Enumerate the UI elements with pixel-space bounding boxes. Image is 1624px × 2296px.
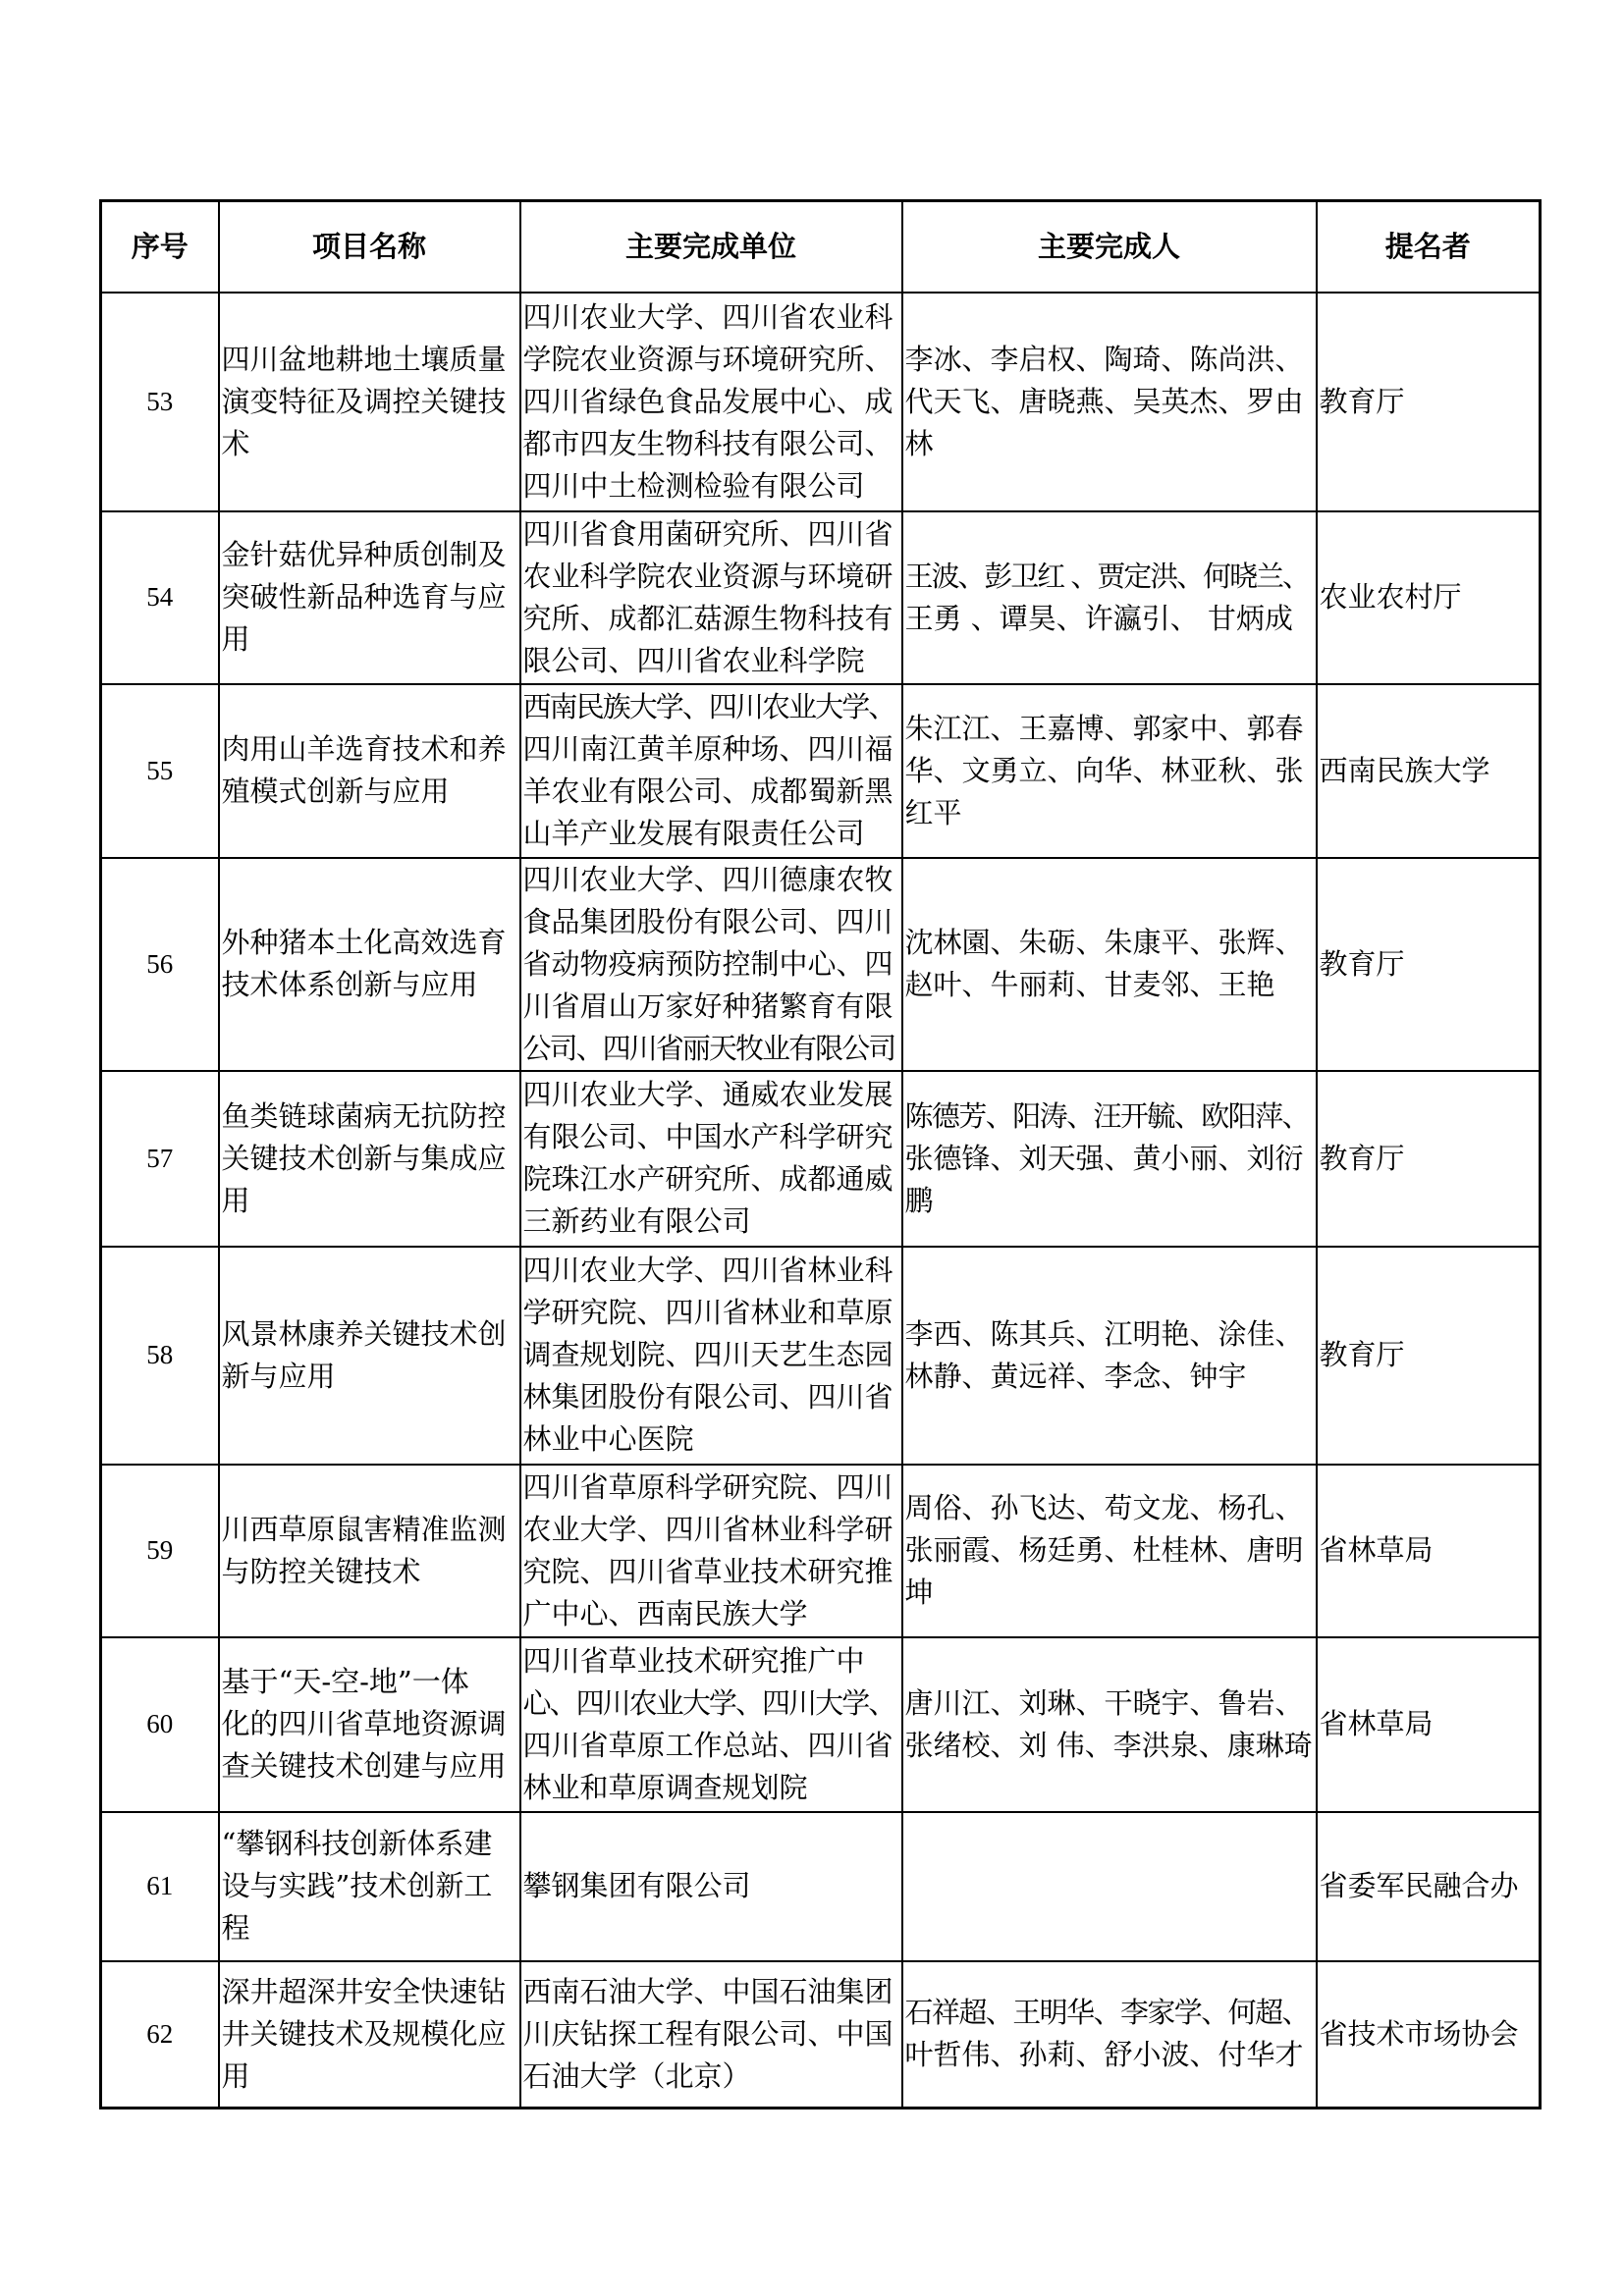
main-units-line: 三新药业有限公司	[522, 1204, 751, 1238]
main-units-line: 学研究院、四川省林业和草原	[522, 1296, 893, 1329]
main-units-line: 四川南江黄羊原种场、四川福	[522, 732, 893, 766]
main-units-cell	[520, 1637, 902, 1812]
project-name-line: 基于“天-空-地”一体	[221, 1665, 469, 1698]
main-units-line: 调查规划院、四川天艺生态园	[522, 1338, 893, 1371]
main-units-line: 四川省食用菌研究所、四川省	[522, 516, 893, 551]
nominator-cell	[1317, 1961, 1541, 2109]
main-people-line: 林静、黄远祥、李念、钟宇	[904, 1359, 1247, 1393]
nominator-line: 省林草局	[1319, 1533, 1434, 1567]
main-units-cell	[520, 684, 902, 858]
main-people-line: 张绪校、刘 伟、李洪泉、康琳琦	[904, 1728, 1313, 1762]
main-people-line: 赵叶、牛丽莉、甘麦邻、王艳	[904, 968, 1275, 1001]
main-people-line: 鹏	[904, 1183, 934, 1217]
nominator-line: 教育厅	[1319, 1141, 1405, 1175]
project-name-cell	[219, 1465, 520, 1637]
main-units-line: 食品集团股份有限公司、四川	[522, 904, 893, 938]
main-people-line: 周俗、孙飞达、苟文龙、杨孔、	[904, 1491, 1304, 1524]
main-people-cell	[902, 1812, 1317, 1961]
main-units-line: 川庆钻探工程有限公司、中国	[522, 2016, 893, 2051]
table-header	[101, 201, 1541, 293]
table-row	[101, 293, 1541, 511]
row-number: 57	[101, 1071, 219, 1247]
row-number: 58	[101, 1247, 219, 1465]
project-name-cell	[219, 1637, 520, 1812]
main-units-line: 心、四川农业大学、四川大学、	[522, 1685, 895, 1720]
row-number: 61	[101, 1812, 219, 1961]
nominator-cell	[1317, 511, 1541, 684]
main-units-line: 公司、四川省丽天牧业有限公司	[522, 1031, 895, 1065]
main-people-cell	[902, 1247, 1317, 1465]
main-units-cell	[520, 1961, 902, 2109]
row-number: 55	[101, 684, 219, 858]
main-units-line: 广中心、西南民族大学	[522, 1596, 808, 1630]
nominator-line: 教育厅	[1319, 1338, 1405, 1371]
table-row	[101, 511, 1541, 684]
main-people-line: 王波、彭卫红 、贾定洪、何晓兰、	[904, 559, 1309, 593]
project-name-line: 术	[221, 426, 250, 460]
main-units-line: 四川省绿色食品发展中心、成	[522, 384, 893, 418]
main-units-line: 攀钢集团有限公司	[522, 1869, 751, 1902]
main-people-line: 林	[904, 426, 934, 460]
main-units-line: 石油大学（北京）	[522, 2058, 751, 2093]
main-units-cell	[520, 1812, 902, 1961]
main-people-cell	[902, 684, 1317, 858]
main-units-line: 川省眉山万家好种猪繁育有限	[522, 988, 893, 1023]
main-people-cell	[902, 1961, 1317, 2109]
nominator-cell	[1317, 1247, 1541, 1465]
main-people-cell	[902, 1637, 1317, 1812]
project-name-line: 川西草原鼠害精准监测	[221, 1512, 507, 1546]
row-number: 59	[101, 1465, 219, 1637]
main-people-cell	[902, 1071, 1317, 1247]
nominator-line: 省委军民融合办	[1319, 1869, 1519, 1902]
project-name-line: 四川盆地耕地土壤质量	[221, 342, 507, 376]
main-people-line: 张丽霞、杨廷勇、杜桂林、唐明	[904, 1533, 1304, 1567]
project-name-line: 与防控关键技术	[221, 1554, 421, 1588]
project-name-cell	[219, 858, 520, 1071]
project-name-line: 设与实践”技术创新工	[221, 1869, 493, 1902]
nominator-cell	[1317, 684, 1541, 858]
project-name-line: 化的四川省草地资源调	[221, 1707, 507, 1740]
nominator-cell	[1317, 293, 1541, 511]
main-units-cell	[520, 1071, 902, 1247]
nominator-line: 教育厅	[1319, 946, 1405, 981]
main-people-cell	[902, 293, 1317, 511]
project-name-line: 井关键技术及规模化应	[221, 2016, 507, 2051]
project-name-line: 突破性新品种选育与应	[221, 580, 507, 614]
table-row	[101, 1812, 1541, 1961]
project-name-line: 金针菇优异种质创制及	[221, 538, 507, 571]
row-number: 53	[101, 293, 219, 511]
project-name-line: “攀钢科技创新体系建	[221, 1827, 493, 1860]
project-name-cell	[219, 1247, 520, 1465]
main-people-line: 代天飞、唐晓燕、吴英杰、罗由	[904, 384, 1304, 418]
main-units-line: 都市四友生物科技有限公司、	[522, 426, 893, 460]
header-serial-number: 序号	[101, 201, 219, 293]
table-row	[101, 1637, 1541, 1812]
project-name-cell	[219, 511, 520, 684]
main-units-line: 有限公司、中国水产科学研究	[522, 1120, 893, 1153]
main-units-cell	[520, 858, 902, 1071]
row-number: 56	[101, 858, 219, 1071]
project-name-line: 用	[221, 622, 250, 656]
nominator-cell	[1317, 1071, 1541, 1247]
main-people-line: 红平	[904, 795, 962, 829]
main-people-line: 叶哲伟、孙莉、舒小波、付华才	[904, 2038, 1304, 2072]
main-units-cell	[520, 293, 902, 511]
project-name-line: 用	[221, 1183, 250, 1217]
table-row	[101, 1071, 1541, 1247]
main-units-line: 究院、四川省草业技术研究推	[522, 1554, 893, 1588]
main-units-line: 四川省草原工作总站、四川省	[522, 1728, 893, 1762]
main-units-line: 四川农业大学、四川德康农牧	[522, 862, 893, 896]
main-people-line: 坤	[904, 1575, 934, 1609]
nominator-line: 农业农村厅	[1319, 580, 1462, 614]
main-people-cell	[902, 1465, 1317, 1637]
main-units-line: 林集团股份有限公司、四川省	[522, 1380, 893, 1414]
main-units-line: 西南石油大学、中国石油集团	[522, 1974, 893, 2008]
project-name-line: 用	[221, 2058, 250, 2093]
awards-table	[99, 199, 1542, 2109]
nominator-cell	[1317, 1812, 1541, 1961]
main-units-cell	[520, 1465, 902, 1637]
main-units-line: 四川省草原科学研究院、四川	[522, 1469, 893, 1504]
main-units-line: 农业大学、四川省林业科学研	[522, 1512, 893, 1546]
main-units-line: 院珠江水产研究所、成都通威	[522, 1162, 893, 1196]
table-body	[101, 293, 1541, 2109]
project-name-line: 查关键技术创建与应用	[221, 1749, 507, 1783]
main-people-line: 唐川江、刘琳、干晓宇、鲁岩、	[904, 1685, 1304, 1720]
main-units-line: 学院农业资源与环境研究所、	[522, 342, 893, 376]
main-units-line: 限公司、四川省农业科学院	[522, 643, 865, 677]
main-units-cell	[520, 511, 902, 684]
project-name-line: 新与应用	[221, 1359, 336, 1393]
nominator-cell	[1317, 1465, 1541, 1637]
main-units-line: 四川农业大学、四川省林业科	[522, 1254, 893, 1287]
nominator-line: 教育厅	[1319, 384, 1405, 418]
main-units-line: 羊农业有限公司、成都蜀新黑	[522, 774, 893, 808]
nominator-line: 西南民族大学	[1319, 753, 1490, 787]
project-name-line: 深井超深井安全快速钻	[221, 1974, 507, 2008]
nominator-cell	[1317, 1637, 1541, 1812]
nominator-cell	[1317, 858, 1541, 1071]
project-name-line: 鱼类链球菌病无抗防控	[221, 1098, 507, 1133]
row-number: 62	[101, 1961, 219, 2109]
main-units-line: 林业和草原调查规划院	[522, 1770, 808, 1804]
main-people-line: 张德锋、刘天强、黄小丽、刘衍	[904, 1141, 1304, 1175]
main-people-cell	[902, 858, 1317, 1071]
project-name-cell	[219, 293, 520, 511]
project-name-line: 肉用山羊选育技术和养	[221, 732, 507, 766]
header-project-name: 项目名称	[219, 201, 520, 293]
header-nominator: 提名者	[1317, 201, 1541, 293]
main-people-line: 沈林園、朱砺、朱康平、张辉、	[904, 926, 1304, 959]
header-row	[101, 201, 1541, 293]
main-people-line: 石祥超、王明华、李家学、何超、	[904, 1996, 1309, 2030]
project-name-line: 外种猪本土化高效选育	[221, 926, 507, 959]
main-people-cell	[902, 511, 1317, 684]
project-name-cell	[219, 1812, 520, 1961]
main-people-line: 华、文勇立、向华、林亚秋、张	[904, 753, 1304, 787]
main-units-line: 四川农业大学、通威农业发展	[522, 1078, 893, 1111]
main-units-line: 省动物疫病预防控制中心、四	[522, 946, 893, 981]
main-people-line: 陈德芳、阳涛、汪开毓、欧阳萍、	[904, 1098, 1309, 1133]
main-units-line: 四川中土检测检验有限公司	[522, 468, 865, 503]
project-name-line: 技术体系创新与应用	[221, 968, 478, 1001]
nominator-line: 省技术市场协会	[1319, 2016, 1519, 2051]
project-name-cell	[219, 684, 520, 858]
table-row	[101, 1961, 1541, 2109]
main-people-line: 朱江江、王嘉博、郭家中、郭春	[904, 711, 1304, 745]
table-row	[101, 1247, 1541, 1465]
table-row	[101, 1465, 1541, 1637]
main-units-line: 农业科学院农业资源与环境研	[522, 559, 893, 593]
main-people-line: 王勇 、谭昊、许瀛引、 甘炳成	[904, 601, 1293, 635]
project-name-cell	[219, 1071, 520, 1247]
nominator-line: 省林草局	[1319, 1707, 1434, 1740]
main-people-line: 李冰、李启权、陶琦、陈尚洪、	[904, 342, 1304, 376]
main-units-line: 四川农业大学、四川省农业科	[522, 299, 893, 334]
project-name-line: 风景林康养关键技术创	[221, 1316, 507, 1351]
row-number: 60	[101, 1637, 219, 1812]
project-name-line: 程	[221, 1911, 250, 1945]
header-main-units: 主要完成单位	[520, 201, 902, 293]
row-number: 54	[101, 511, 219, 684]
main-units-line: 林业中心医院	[522, 1422, 694, 1456]
main-units-cell	[520, 1247, 902, 1465]
project-name-line: 演变特征及调控关键技	[221, 384, 507, 418]
main-units-line: 究所、成都汇菇源生物科技有	[522, 601, 893, 635]
table-row	[101, 684, 1541, 858]
table-row	[101, 858, 1541, 1071]
main-units-line: 西南民族大学、四川农业大学、	[522, 690, 895, 723]
main-units-line: 四川省草业技术研究推广中	[522, 1643, 865, 1678]
header-main-people: 主要完成人	[902, 201, 1317, 293]
project-name-line: 殖模式创新与应用	[221, 774, 450, 808]
project-name-cell	[219, 1961, 520, 2109]
project-name-line: 关键技术创新与集成应	[221, 1141, 507, 1175]
main-units-line: 山羊产业发展有限责任公司	[522, 817, 865, 850]
main-people-line: 李西、陈其兵、江明艳、涂佳、	[904, 1316, 1304, 1351]
